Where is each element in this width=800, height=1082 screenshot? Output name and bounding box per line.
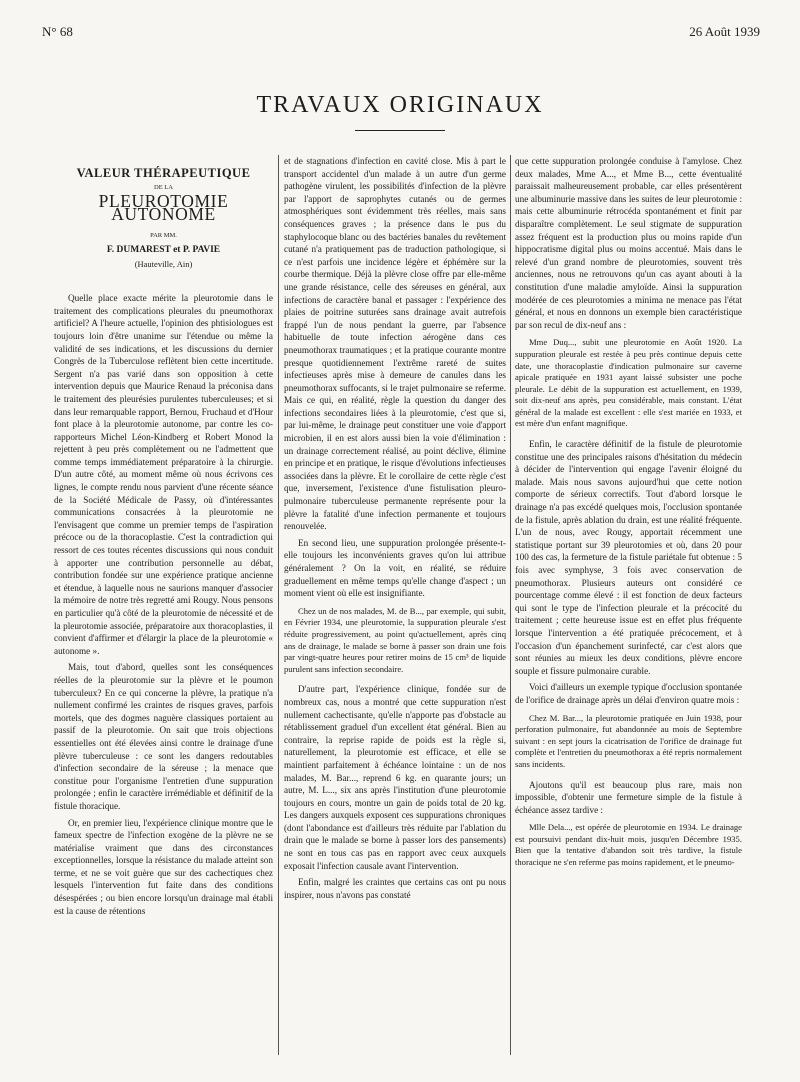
column-2 (284, 155, 506, 1062)
case-report: Mlle Dela..., est opérée de pleurotomie en 1934. Le drainage est poursuivi pendant dix-huit mois, jusqu'en Décembre 1935. Bien que la tentative d'abandon soit très tardive, la fistule thoracique ne s'en referme pas moins rapidement, et le pneumo- (515, 822, 742, 868)
article-title-line3: PLEUROTOMIE AUTONOME (98, 191, 229, 224)
column-separator (278, 155, 279, 1055)
paragraph: Or, en premier lieu, l'expérience clinique montre que le fameux spectre de l'infection exogène de la plèvre ne se matérialise vraiment que dans des circonstances exceptionnelles, lorsque la résistance du malade atteint son terme, et ne se voit guère que sur des cachectiques chez lesquels l'intervention fut faite dans des conditions désespérées ; ou bien encore lorsqu'un drainage mal établi est la cause de rétentions (54, 817, 273, 916)
paragraph: Voici d'ailleurs un exemple typique d'occlusion spontanée de l'orifice de drainage après un délai d'environ quatre mois : (515, 682, 742, 705)
issue-date: 26 Août 1939 (689, 24, 760, 39)
column-3 (515, 155, 742, 1062)
case-report: Mme Duq..., subit une pleurotomie en Août 1920. La suppuration pleurale est restée à peu près continue depuis cette date, une thoracoplastie d'indication pulmonaire sur caverne apicale pratiquée en 1931 ayant laissé subsister une poche pleurale. Le débit de la suppuration est actuellement, en 1939, soit dix-neuf ans après, peu considérable, mais constant. L'état général de la malade est excellent : elle s'est mariée en 1933, et est mère d'un enfant magnifique. (515, 337, 742, 429)
paragraph: Enfin, malgré les craintes que certains cas ont pu nous inspirer, nous n'avons pas constaté (284, 877, 506, 900)
title-rule (355, 130, 445, 131)
article-location: (Hauteville, Ain) (134, 258, 193, 269)
column-separator (510, 155, 511, 1055)
paragraph: Enfin, le caractère définitif de la fistule de pleurotomie constitue une des principales raisons d'hésitation du médecin à décider de l'intervention qui engage l'avenir éloigné du malade. Mais nous savons aujourd'hui que cette notion comporte de sérieux correctifs. Tout d'abord lorsque le drainage n'a pas excédé quelques mois, l'occlusion spontanée de la fistule, après ablation du drain, est une réalité fréquente. L'un de nous, avec Rougy, apportait récemment une statistique portant sur 39 pleurotomies et où, dans 20 pour 100 des cas, la fermeture de la fistule pariétale fut obtenue : 5 fois avec symphyse, 3 fois avec conservation de pneumothorax. Plusieurs auteurs ont considéré ce pourcentage comme élevé : il est fonction de deux facteurs qui sont le type de l'infection pleurale et la précocité du traitement ; cette heureuse issue est en effet plus fréquente lorsque l'intervention a été pratiquée précocement, et à l'occasion d'un épanchement surinfecté, car c'est alors que sont réunies au mieux les deux conditions, plèvre encore souple et fissure pulmonaire curable. (515, 439, 742, 676)
paragraph: que cette suppuration prolongée conduise à l'amylose. Chez deux malades, Mme A..., et Mme B..., cette éventualité paraissait malheureusement probable, car elles présentèrent une albuminurie massive dans les suites de leur pleurotomie : mais cette albuminurie rétrocéda spontanément et finit par disparaître complètement. Le seul stigmate de suppuration assez fréquent est la production plus ou moins rapide d'un hippocratisme digital plus ou moins accentué. Mais dans le relevé d'un grand nombre de pleurotomies, souvent très anciennes, nous ne retrouvons qu'un cas ayant abouti à la constitution d'une maladie amyloïde. Ainsi la suppuration modérée de ces pleurotomies a minima ne menace pas l'état général, et nous en donnons un exemple bien caractéristique par son recul de dix-neuf ans : (515, 156, 742, 330)
page-header (42, 24, 760, 44)
section-title: TRAVAUX ORIGINAUX (256, 92, 544, 118)
article-authors: F. DUMAREST et P. PAVIE (106, 244, 221, 255)
column-1 (54, 155, 273, 1062)
paragraph: et de stagnations d'infection en cavité close. Mis à part le transport accidentel d'un malade à un autre d'un germe pathogène virulent, les possibilités d'infection de la plèvre par l'apport de saprophytes cutanés ou de germes atmosphériques sont évidemment très réelles, mais sans conséquences graves ; la présence dans le pus du staphylocoque blanc ou des bactéries banales du revêtement cutané n'a pratiquement pas de traduction pathologique, si ce n'est parfois une incidence légère et éphémère sur la courbe thermique. Déjà la plèvre close offre par elle-même une grande résistance, celle des séreuses en général, aux infections de caractère banal et passager : l'expérience des plaies de poitrine suturées sans drainage avait autrefois frappé l'un de nous pendant la guerre, par l'absence habituelle de toute infection aérogène dans ces pneumothorax traumatiques ; et la pratique courante montre presque quotidiennement l'extrême rareté de suites infectieuses après mise à demeure de canules dans les pneumothorax suffocants, si le trajet pulmonaire se referme. Mais ce qui, en réalité, règle la question du danger des infections secondaires liées à la pleurotomie, c'est que si, par lui-même, le drainage peut constituer une voie d'apport microbien, il en est alors aussi bien la voie d'élimination : un drainage correctement réalisé, au point déclive, élimine en principe et en pratique, le risque d'évolutions infectieuses associées dans la plèvre. Et le corollaire de cette règle c'est que, inversement, l'existence d'une fistulisation pleuro-pulmonaire tuberculeuse permanente représente pour la plèvre la fatalité d'une infection permanente et toujours renouvelée. (284, 156, 506, 532)
paragraph: Mais, tout d'abord, quelles sont les conséquences réelles de la pleurotomie sur la plèvre et le poumon tuberculeux? En ce qui concerne la plèvre, la pratique n'a nullement confirmé les craintes de risques graves, parfois mortels, que des dogmes naguère classiques portaient au passif de la pleurotomie. On sait que trois objections essentielles ont été élevées ainsi contre le drainage d'une plèvre tuberculeuse : ce sont les dangers redoutables d'infection secondaire de la séreuse ; la menace que constitue pour l'organisme l'entretien d'une suppuration prolongée ; enfin le caractère irrémédiable et définitif de la fistule thoracique. (54, 662, 273, 811)
paragraph: Quelle place exacte mérite la pleurotomie dans le traitement des complications pleurales du pneumothorax artificiel? A l'heure actuelle, l'opinion des phtisiologues est toujours loin d'être unanime sur l'étendue ou même la validité de ses indications, et les discussions du dernier Congrès de la Tuberculose reflètent bien cette incertitude. Sergent n'a pas varié dans son opposition à cette intervention depuis que Maurice Renaud la préconisa dans le traitement des pleurésies purulentes tuberculeuses; et si dans leur remarquable rapport, Bernou, Fruchaud et d'Hour font place à la pleurotomie autonome, par contre les co-rapporteurs Michel Léon-Kindberg et Robert Monod la rejettent à peu près complètement ou ne l'admettent que comme temps immédiatement préparatoire à la chirurgie. D'un autre côté, au moment même où nous écrivons ces lignes, le compte rendu nous parvient d'une récente séance de la Société Médicale de Passy, où d'intéressantes communications consacrées à la pleurotomie ne l'envisagent que comme un premier temps de l'aspiration précoce ou de la thoracoplastie. C'est la contradiction qui ressort de ces toutes récentes discussions qui nous conduit à apporter une contribution personnelle au débat, contribution fondée sur une expérience pratique ancienne et étendue, à laquelle nous ne saurions manquer d'associer la mémoire de notre très regretté ami Rougy. Nous pensons en particulier qu'à côté de la pleurotomie de nécessité et de la pleurotomie associée, préparatoire aux thoracoplasties, il convient d'affirmer et d'élargir la place de la pleurotomie « autonome ». (54, 293, 273, 656)
case-report: Chez un de nos malades, M. de B..., par exemple, qui subit, en Février 1934, une pleurotomie, la suppuration pleurale s'est réduite progressivement, au point qu'actuellement, après cinq ans de drainage, le malade se borne à passer son drain une fois par vingt-quatre heures pour retirer moins de 15 cm³ de liquide purulent sans infection secondaire. (284, 605, 506, 674)
paragraph: En second lieu, une suppuration prolongée présente-t-elle toujours les inconvénients graves qu'on lui attribue généralement ? On la voit, en réalité, se réduire graduellement en même temps qu'elle change d'aspect ; un moment vient où elle est insignifiante. (284, 537, 506, 599)
article-heading (54, 167, 273, 270)
paragraph: D'autre part, l'expérience clinique, fondée sur de nombreux cas, nous a montré que cette suppuration n'est nullement cachectisante, qu'elle n'apporte pas d'obstacle au rétablissement graduel d'un excellent état général. Bien au contraire, la reprise rapide de poids est la règle si, naturellement, la pleurotomie est efficace, et elle se maintient parfaitement à échéance lointaine : un de nos malades, M. Bar..., reprend 6 kg. en quarante jours; un autre, M. L..., six ans après l'institution d'une pleurotomie toujours en cours, montre un gain de poids total de 20 kg. Les dangers auxquels exposent ces suppurations chroniques (dont l'abondance est d'ailleurs très réduite par l'ablation du drain que le malade se borne à passer lors des pansements) ne sont en tous cas pas en rapport avec ceux auxquels exposait l'infection causale avant l'intervention. (284, 684, 506, 871)
article-title-line2: DE LA (154, 183, 173, 191)
case-report: Chez M. Bar..., la pleurotomie pratiquée en Juin 1938, pour perforation pulmonaire, fut abandonnée au mois de Septembre suivant : en sept jours la cicatrisation de l'orifice de drainage fut complète et l'entretien du pneumothorax a été repris normalement sans incidents. (515, 712, 742, 769)
issue-number: N° 68 (42, 24, 73, 39)
article-by: PAR MM. (150, 232, 177, 240)
paragraph: Ajoutons qu'il est beaucoup plus rare, mais non impossible, d'obtenir une fermeture simple de la fistule à échéance assez tardive : (515, 779, 742, 815)
article-title-line1: VALEUR THÉRAPEUTIQUE (76, 166, 251, 180)
